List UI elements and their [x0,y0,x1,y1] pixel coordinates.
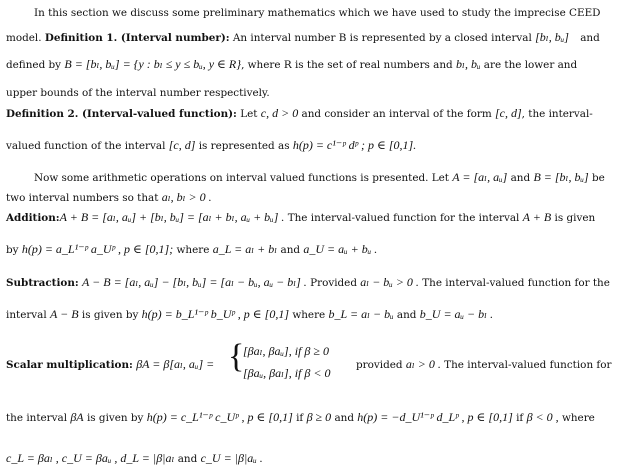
subtraction-condition: aₗ − bᵤ > 0 . [360,275,419,289]
def2-line-2 [6,139,416,151]
interval-b-expr-2: B = [bₗ, bᵤ] [533,170,589,184]
subtraction-text-6: and [396,309,417,321]
subtraction-text-5: where [292,309,326,321]
subtraction-text-4: is given by [81,309,139,321]
scalar-condition: aₗ > 0 . [405,357,441,371]
subtraction-bU: b_U = aᵤ − bₗ . [419,307,494,321]
scalar-lhs: βA = β[aₗ, aᵤ] = [136,357,215,371]
intro-line-1 [34,8,601,18]
scalar-case-2: [βaᵤ, βaₗ], if β < 0 [243,366,331,380]
interval-a-expr: A = [aₗ, aᵤ] [452,170,508,184]
addition-text-1: The interval-valued function for the interval [287,212,520,224]
scalar-text-4: is given by [86,412,144,424]
interval-b-expr: [bₗ, bᵤ] [535,30,569,44]
subtraction-function: h(p) = b_L¹⁻ᵖ b_Uᵖ , p ∈ [0,1] [141,307,290,321]
addition-expr: A + B = [aₗ, aᵤ] + [bₗ, bᵤ] = [aₗ + bₗ, aᵤ + bᵤ] . [59,210,285,224]
subtraction-text-1: Provided [310,277,357,289]
addition-function: h(p) = a_L¹⁻ᵖ a_Uᵖ , p ∈ [0,1]; [21,242,174,256]
intro-line-4 [6,88,270,98]
scalar-function-2: h(p) = −d_U¹⁻ᵖ d_Lᵖ , p ∈ [0,1] [357,410,513,424]
scalar-text-2: The interval-valued function for [444,359,612,371]
definition-2-title: Definition 2. (Interval-valued function): [6,108,237,120]
def2-interval: [c, d] [495,106,522,120]
intro-text-2: model. [6,32,42,44]
intro-text-8: upper bounds of the interval number respectively. [6,87,270,99]
scalar-expr: βA [70,410,84,424]
subtraction-label: Subtraction: [6,277,79,289]
scalar-line-2 [6,411,595,423]
bounds-expr: bₗ, bᵤ [456,57,481,71]
ops-line-2 [6,191,212,203]
subtraction-expr-2: A − B [50,307,79,321]
scalar-coefficients: c_L = βaₗ , c_U = βaᵤ , d_L = |β|aₗ [6,451,175,465]
scalar-text-5: if [296,412,304,424]
def2-text-5: is represented as [198,140,290,152]
scalar-line-3 [6,452,263,464]
addition-line-1 [6,211,595,223]
intro-line-3 [6,58,577,70]
def2-interval-2: [c, d] [168,138,196,152]
scalar-cond-2: β < 0 , [526,410,559,424]
scalar-cond-1: β ≥ 0 [306,410,332,424]
addition-aU: a_U = aᵤ + bᵤ . [303,242,378,256]
intro-text-6: , where R is the set of real numbers and [241,59,453,71]
intro-text-5: defined by [6,59,62,71]
scalar-case-1: [βaₗ, βaᵤ], if β ≥ 0 [243,344,329,358]
ops-text-4: two interval numbers so that [6,192,159,204]
definition-1-title: Definition 1. (Interval number): [44,32,230,44]
ops-line-1 [34,171,605,183]
def2-condition: c, d > 0 [260,106,299,120]
scalar-text-8: where [561,412,595,424]
left-brace-icon: { [228,338,245,375]
ops-text-2: and [510,172,531,184]
intro-text-7: are the lower and [483,59,578,71]
subtraction-text-3: interval [6,309,47,321]
scalar-text-9: and [177,453,198,465]
def2-text-1: Let [240,108,258,120]
intro-text-3: An interval number B is represented by a closed interval [232,32,532,44]
addition-text-4: where [176,244,210,256]
ops-text-1: Now some arithmetic operations on interval valued functions is presented. Let [34,172,449,184]
interval-b-definition: B = [bₗ, bᵤ] = {y : bₗ ≤ y ≤ bᵤ, y ∈ R} [64,57,242,71]
def2-text-4: valued function of the interval [6,140,166,152]
addition-text-2: is given [554,212,596,224]
addition-text-5: and [280,244,301,256]
scalar-text-6: and [334,412,354,424]
ops-text-3: be [591,172,605,184]
scalar-function-1: h(p) = c_L¹⁻ᵖ c_Uᵖ , p ∈ [0,1] [146,410,293,424]
subtraction-bL: b_L = aₗ − bᵤ [328,307,394,321]
scalar-text-7: if [516,412,524,424]
addition-line-2 [6,243,377,255]
scalar-line-1b [356,358,612,370]
def2-text-2: and consider an interval of the form [301,108,492,120]
scalar-cU: c_U = |β|aᵤ . [200,451,263,465]
scalar-text-3: the interval [6,412,68,424]
addition-label: Addition: [6,212,60,224]
intro-text-1: In this section we discuss some preliminary mathematics which we have used to study the imprecise CEED [34,7,601,19]
scalar-line-1 [6,358,214,370]
subtraction-line-1 [6,276,610,288]
ops-condition: aₗ, bₗ > 0 . [161,190,212,204]
def2-line-1 [6,107,593,119]
addition-expr-2: A + B [522,210,552,224]
subtraction-expr: A − B = [aₗ, aᵤ] − [bₗ, bᵤ] = [aₗ − bᵤ, aᵤ − bₗ] . [82,275,307,289]
subtraction-text-2: The interval-valued function for the [422,277,610,289]
addition-text-3: by [6,244,19,256]
intro-text-4: and [580,32,600,44]
intro-line-2 [6,31,600,43]
subtraction-line-2 [6,308,493,320]
scalar-text-1: provided [356,359,403,371]
def2-text-3: , the interval- [521,108,593,120]
def2-function: h(p) = c¹⁻ᵖ dᵖ ; p ∈ [0,1]. [292,138,417,152]
addition-aL: a_L = aₗ + bₗ [212,242,278,256]
scalar-label: Scalar multiplication: [6,359,133,371]
